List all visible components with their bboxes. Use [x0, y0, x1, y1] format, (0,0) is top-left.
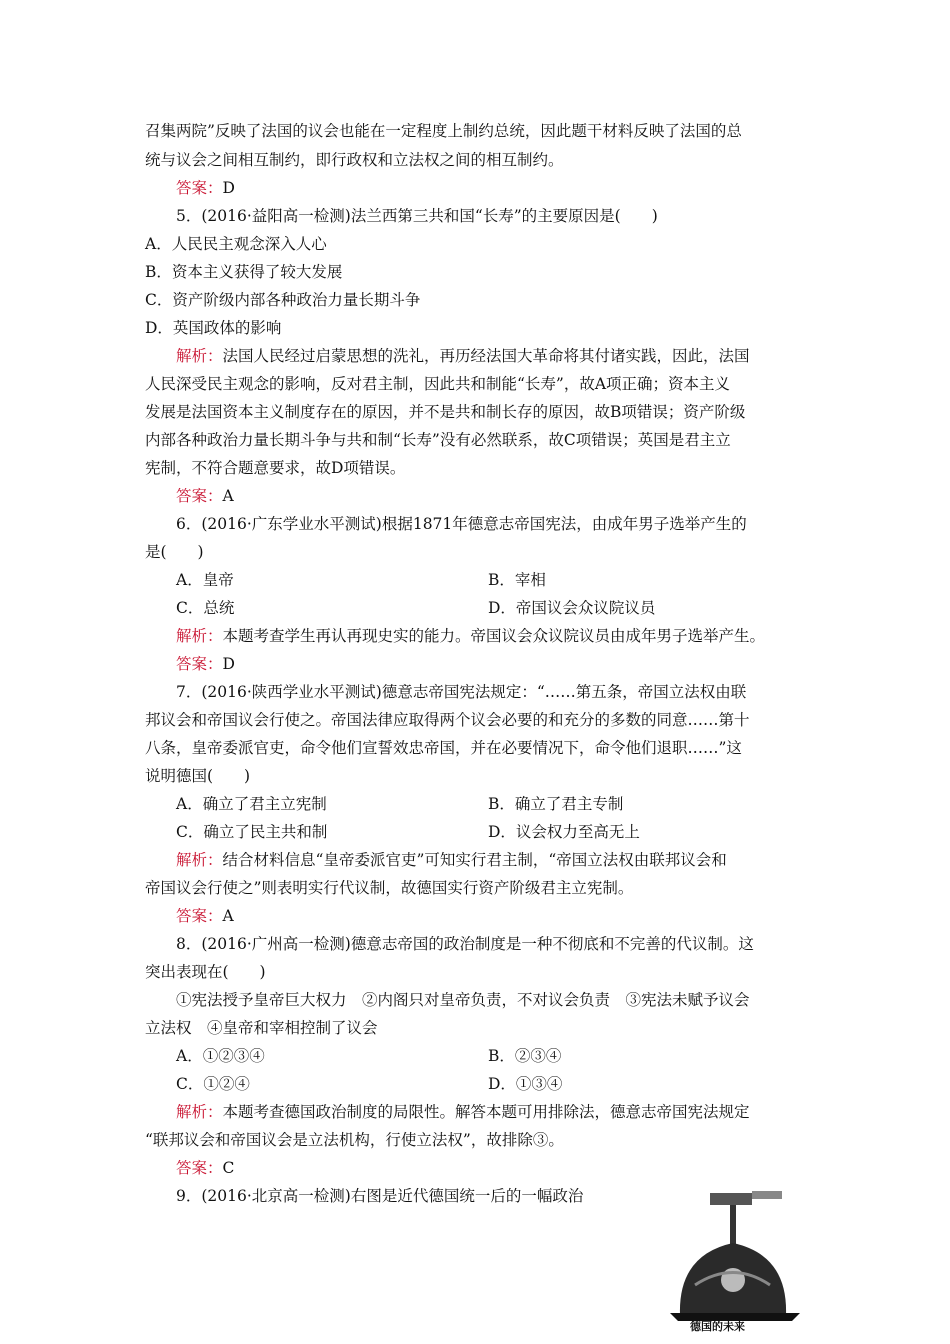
q7-option-c: C．确立了民主共和制 — [176, 823, 328, 841]
q7-stem-3: 八条，皇帝委派官吏，命令他们宣誓效忠帝国，并在必要情况下，命令他们退职……”这 — [145, 739, 742, 757]
q7-options-row-1 — [176, 793, 810, 815]
q5-option-d: D．英国政体的影响 — [145, 319, 282, 337]
answer-label: 答案： — [176, 655, 223, 673]
q7-analysis-1 — [176, 849, 810, 871]
analysis-label: 解析： — [176, 1103, 223, 1121]
q7-option-b: B．确立了君主专制 — [488, 795, 624, 813]
q8-stem-2: 突出表现在( ) — [145, 963, 266, 981]
q7-option-a: A．确立了君主立宪制 — [176, 795, 327, 813]
answer-label: 答案： — [176, 907, 223, 925]
q6-analysis-1 — [176, 625, 810, 647]
q8-options-row-1 — [176, 1045, 810, 1067]
analysis-label: 解析： — [176, 347, 223, 365]
answer-value: C — [222, 1159, 235, 1177]
analysis-label: 解析： — [176, 851, 223, 869]
q7-stem-4: 说明德国( ) — [145, 767, 251, 785]
q5-analysis-1 — [176, 345, 810, 367]
answer-label: 答案： — [176, 1159, 223, 1177]
q7-stem-1: 7．(2016·陕西学业水平测试)德意志帝国宪法规定：“……第五条，帝国立法权由联 — [176, 683, 747, 701]
intro-answer — [176, 177, 810, 199]
q7-options-row-2 — [176, 821, 810, 843]
q8-answer — [176, 1157, 810, 1179]
q6-option-c: C．总统 — [176, 599, 235, 617]
q5-analysis-4: 内部各种政治力量长期斗争与共和制“长寿”没有必然联系，故C项错误；英国是君主立 — [145, 431, 731, 449]
q8-analysis-1 — [176, 1101, 810, 1123]
q6-option-d: D．帝国议会众议院议员 — [488, 599, 656, 617]
q8-options-row-2 — [176, 1073, 810, 1095]
q5-option-a: A．人民民主观念深入人心 — [145, 235, 327, 253]
q8-option-b: B．②③④ — [488, 1047, 562, 1065]
analysis-label: 解析： — [176, 627, 223, 645]
q7-answer — [176, 905, 810, 927]
q8-option-c: C．①②④ — [176, 1075, 250, 1093]
q5-analysis-3: 发展是法国资本主义制度存在的原因，并不是共和制长存的原因，故B项错误；资产阶级 — [145, 403, 746, 421]
answer-label: 答案： — [176, 179, 223, 197]
intro-line-2: 统与议会之间相互制约，即行政权和立法权之间的相互制约。 — [145, 151, 564, 169]
q6-options-row-2 — [176, 597, 810, 619]
cartoon-hand — [752, 1191, 782, 1199]
cartoon-sleeve — [710, 1193, 752, 1205]
q5-answer — [176, 485, 810, 507]
q8-option-d: D．①③④ — [488, 1075, 563, 1093]
q5-analysis-5: 宪制，不符合题意要求，故D项错误。 — [145, 459, 406, 477]
q6-stem-2: 是( ) — [145, 543, 204, 561]
cartoon-spike — [730, 1205, 736, 1245]
q8-analysis-2: “联邦议会和帝国议会是立法机构，行使立法权”，故排除③。 — [145, 1131, 564, 1149]
q6-stem-1: 6．(2016·广东学业水平测试)根据1871年德意志帝国宪法，由成年男子选举产生的 — [176, 515, 747, 533]
q8-stem-1: 8．(2016·广州高一检测)德意志帝国的政治制度是一种不彻底和不完善的代议制。这 — [176, 935, 754, 953]
analysis-text: 法国人民经过启蒙思想的洗礼，再历经法国大革命将其付诸实践，因此，法国 — [222, 347, 750, 365]
q8-items-2: 立法权 ④皇帝和宰相控制了议会 — [145, 1019, 378, 1037]
answer-value: A — [222, 907, 234, 925]
q6-options-row-1 — [176, 569, 810, 591]
q8-items-1: ①宪法授予皇帝巨大权力 ②内阁只对皇帝负责，不对议会负责 ③宪法未赋予议会 — [176, 991, 750, 1009]
q8-option-a: A．①②③④ — [176, 1047, 265, 1065]
q7-analysis-2: 帝国议会行使之”则表明实行代议制，故德国实行资产阶级君主立宪制。 — [145, 879, 634, 897]
q5-analysis-2: 人民深受民主观念的影响，反对君主制，因此共和制能“长寿”，故A项正确；资本主义 — [145, 375, 731, 393]
q5-option-c: C．资产阶级内部各种政治力量长期斗争 — [145, 291, 421, 309]
q6-option-a: A．皇帝 — [176, 571, 234, 589]
q6-option-b: B．宰相 — [488, 571, 546, 589]
answer-value: A — [222, 487, 234, 505]
q7-option-d: D．议会权力至高无上 — [488, 823, 640, 841]
analysis-text: 本题考查学生再认再现史实的能力。帝国议会众议院议员由成年男子选举产生。 — [222, 627, 766, 645]
q7-stem-2: 邦议会和帝国议会行使之。帝国法律应取得两个议会必要的和充分的多数的同意……第十 — [145, 711, 750, 729]
answer-value: D — [222, 655, 235, 673]
political-cartoon-image — [660, 1185, 810, 1335]
q5-option-b: B．资本主义获得了较大发展 — [145, 263, 343, 281]
analysis-text: 本题考查德国政治制度的局限性。解答本题可用排除法，德意志帝国宪法规定 — [222, 1103, 750, 1121]
figure-caption: 德国的未来 — [690, 1320, 745, 1333]
q6-answer — [176, 653, 810, 675]
answer-label: 答案： — [176, 487, 223, 505]
q9-stem-1: 9．(2016·北京高一检测)右图是近代德国统一后的一幅政治 — [176, 1187, 584, 1205]
q5-stem: 5．(2016·益阳高一检测)法兰西第三共和国“长寿”的主要原因是( ) — [176, 207, 658, 225]
intro-line-1: 召集两院”反映了法国的议会也能在一定程度上制约总统，因此题干材料反映了法国的总 — [145, 122, 742, 140]
analysis-text: 结合材料信息“皇帝委派官吏”可知实行君主制，“帝国立法权由联邦议会和 — [222, 851, 727, 869]
answer-value: D — [222, 179, 235, 197]
